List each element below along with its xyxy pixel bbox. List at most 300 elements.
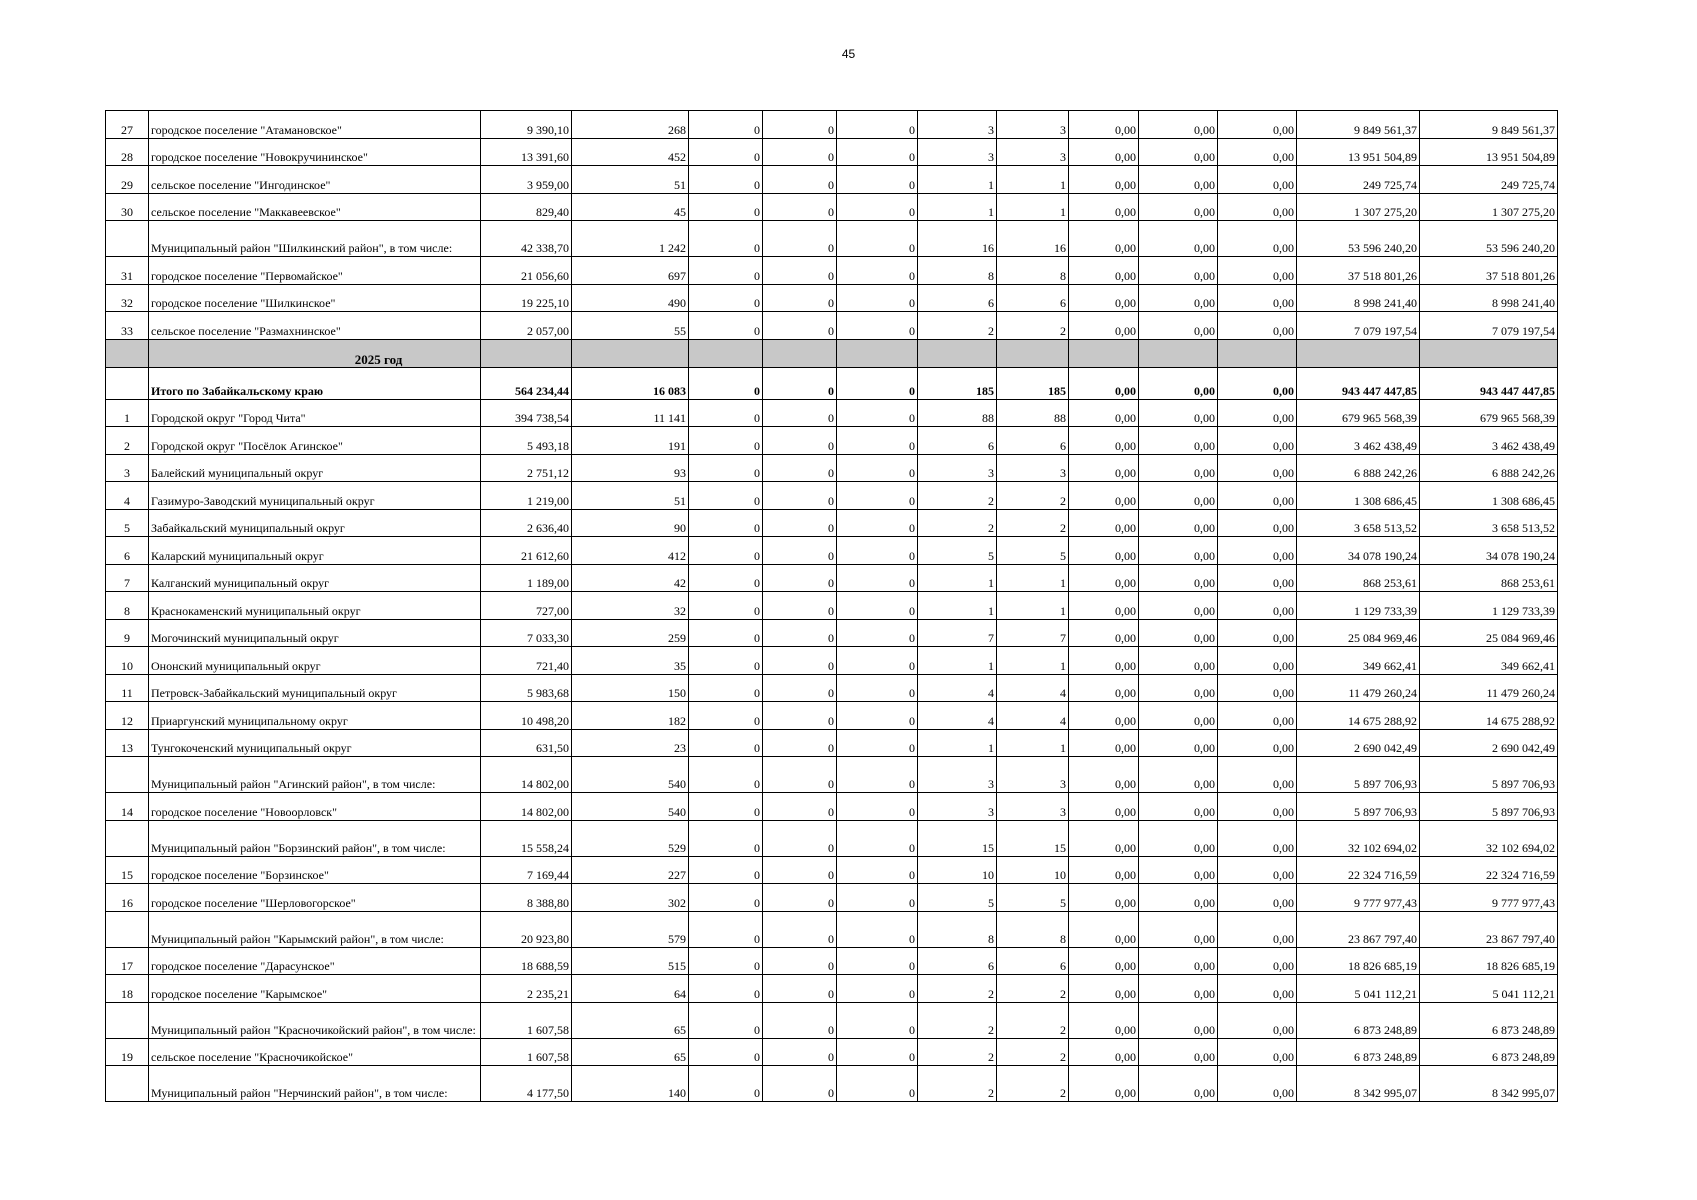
value-cell-6: 3	[918, 111, 997, 139]
table-row	[106, 111, 1558, 139]
table-row	[106, 166, 1558, 194]
value-cell-3: 0	[689, 537, 763, 565]
table-row	[106, 619, 1558, 647]
value-cell-7: 1	[997, 564, 1069, 592]
value-cell-11: 6 873 248,89	[1297, 1038, 1420, 1066]
value-cell-4: 0	[763, 820, 837, 856]
value-cell-5: 0	[837, 482, 918, 510]
value-cell-12: 37 518 801,26	[1420, 257, 1558, 285]
value-cell-3: 0	[689, 1002, 763, 1038]
value-cell-6: 10	[918, 856, 997, 884]
value-cell-5: 0	[837, 757, 918, 793]
value-cell-3: 0	[689, 619, 763, 647]
value-cell-10: 0,00	[1218, 702, 1297, 730]
value-cell-1: 14 802,00	[481, 757, 572, 793]
value-cell-7: 2	[997, 1002, 1069, 1038]
table-row	[106, 757, 1558, 793]
value-cell-11: 7 079 197,54	[1297, 312, 1420, 340]
value-cell-4: 0	[763, 1066, 837, 1102]
table-row	[106, 454, 1558, 482]
row-number: 17	[106, 947, 149, 975]
table-row	[106, 1002, 1558, 1038]
municipality-name: Забайкальский муниципальный округ	[149, 509, 481, 537]
value-cell-5: 0	[837, 1066, 918, 1102]
value-cell-10: 0,00	[1218, 1002, 1297, 1038]
value-cell-2: 540	[572, 793, 689, 821]
value-cell-7: 1	[997, 592, 1069, 620]
row-number: 4	[106, 482, 149, 510]
value-cell-1: 18 688,59	[481, 947, 572, 975]
value-cell-5: 0	[837, 399, 918, 427]
table-row	[106, 427, 1558, 455]
value-cell-6: 6	[918, 427, 997, 455]
row-number: 14	[106, 793, 149, 821]
value-cell-8: 0,00	[1069, 647, 1139, 675]
value-cell-9: 0,00	[1139, 975, 1218, 1003]
value-cell-8	[1069, 339, 1139, 367]
value-cell-8: 0,00	[1069, 193, 1139, 221]
value-cell-1: 727,00	[481, 592, 572, 620]
value-cell-3: 0	[689, 674, 763, 702]
value-cell-12: 34 078 190,24	[1420, 537, 1558, 565]
table-row	[106, 975, 1558, 1003]
table-row	[106, 399, 1558, 427]
value-cell-5	[837, 339, 918, 367]
value-cell-6: 1	[918, 592, 997, 620]
value-cell-9: 0,00	[1139, 592, 1218, 620]
table-row	[106, 820, 1558, 856]
value-cell-8: 0,00	[1069, 284, 1139, 312]
value-cell-4: 0	[763, 312, 837, 340]
value-cell-8: 0,00	[1069, 757, 1139, 793]
value-cell-7: 3	[997, 454, 1069, 482]
value-cell-4: 0	[763, 193, 837, 221]
value-cell-7: 1	[997, 166, 1069, 194]
value-cell-7: 3	[997, 793, 1069, 821]
value-cell-10: 0,00	[1218, 111, 1297, 139]
municipality-name: Муниципальный район "Агинский район", в том числе:	[149, 757, 481, 793]
value-cell-2: 302	[572, 884, 689, 912]
value-cell-6: 1	[918, 166, 997, 194]
value-cell-4: 0	[763, 947, 837, 975]
table-row	[106, 193, 1558, 221]
value-cell-7: 3	[997, 111, 1069, 139]
value-cell-6: 3	[918, 793, 997, 821]
value-cell-3: 0	[689, 138, 763, 166]
value-cell-8: 0,00	[1069, 592, 1139, 620]
value-cell-12: 5 897 706,93	[1420, 793, 1558, 821]
value-cell-9: 0,00	[1139, 911, 1218, 947]
table-row	[106, 537, 1558, 565]
municipality-name: городское поселение "Шилкинское"	[149, 284, 481, 312]
row-number: 7	[106, 564, 149, 592]
table-row	[106, 702, 1558, 730]
value-cell-8: 0,00	[1069, 367, 1139, 399]
value-cell-1: 2 636,40	[481, 509, 572, 537]
value-cell-2: 45	[572, 193, 689, 221]
value-cell-10: 0,00	[1218, 312, 1297, 340]
value-cell-11: 5 897 706,93	[1297, 757, 1420, 793]
value-cell-6: 5	[918, 537, 997, 565]
value-cell-10: 0,00	[1218, 257, 1297, 285]
value-cell-4: 0	[763, 454, 837, 482]
table-row	[106, 564, 1558, 592]
value-cell-7: 1	[997, 729, 1069, 757]
value-cell-12: 349 662,41	[1420, 647, 1558, 675]
value-cell-6: 4	[918, 702, 997, 730]
value-cell-1: 9 390,10	[481, 111, 572, 139]
value-cell-10: 0,00	[1218, 674, 1297, 702]
value-cell-4: 0	[763, 257, 837, 285]
value-cell-4: 0	[763, 138, 837, 166]
value-cell-4: 0	[763, 975, 837, 1003]
value-cell-2: 42	[572, 564, 689, 592]
value-cell-1: 3 959,00	[481, 166, 572, 194]
value-cell-4: 0	[763, 166, 837, 194]
row-number: 11	[106, 674, 149, 702]
value-cell-12: 5 897 706,93	[1420, 757, 1558, 793]
value-cell-7: 185	[997, 367, 1069, 399]
value-cell-11: 3 462 438,49	[1297, 427, 1420, 455]
value-cell-5: 0	[837, 221, 918, 257]
table-row	[106, 509, 1558, 537]
table-body	[106, 111, 1558, 1102]
value-cell-1: 1 189,00	[481, 564, 572, 592]
value-cell-12: 11 479 260,24	[1420, 674, 1558, 702]
municipality-name: Городской округ "Посёлок Агинское"	[149, 427, 481, 455]
municipality-name: Муниципальный район "Шилкинский район", в том числе:	[149, 221, 481, 257]
municipality-name: сельское поселение "Ингодинское"	[149, 166, 481, 194]
value-cell-8: 0,00	[1069, 138, 1139, 166]
value-cell-3: 0	[689, 111, 763, 139]
value-cell-8: 0,00	[1069, 537, 1139, 565]
value-cell-10: 0,00	[1218, 427, 1297, 455]
value-cell-10: 0,00	[1218, 793, 1297, 821]
value-cell-5: 0	[837, 537, 918, 565]
value-cell-4: 0	[763, 509, 837, 537]
municipality-name: городское поселение "Шерловогорское"	[149, 884, 481, 912]
value-cell-11: 22 324 716,59	[1297, 856, 1420, 884]
value-cell-4: 0	[763, 702, 837, 730]
municipality-name: Приаргунский муниципальному округ	[149, 702, 481, 730]
value-cell-7: 2	[997, 312, 1069, 340]
municipality-name: Муниципальный район "Нерчинский район", в том числе:	[149, 1066, 481, 1102]
value-cell-6: 2	[918, 509, 997, 537]
value-cell-11: 2 690 042,49	[1297, 729, 1420, 757]
table-row	[106, 793, 1558, 821]
value-cell-3: 0	[689, 592, 763, 620]
value-cell-4: 0	[763, 911, 837, 947]
value-cell-8: 0,00	[1069, 674, 1139, 702]
municipality-name: Газимуро-Заводский муниципальный округ	[149, 482, 481, 510]
row-number	[106, 367, 149, 399]
value-cell-7: 5	[997, 884, 1069, 912]
municipality-name: Муниципальный район "Борзинский район", в том числе:	[149, 820, 481, 856]
value-cell-6: 6	[918, 284, 997, 312]
value-cell-1	[481, 339, 572, 367]
table-row	[106, 729, 1558, 757]
value-cell-6: 15	[918, 820, 997, 856]
value-cell-11: 1 307 275,20	[1297, 193, 1420, 221]
value-cell-2: 23	[572, 729, 689, 757]
row-number: 6	[106, 537, 149, 565]
value-cell-7: 6	[997, 284, 1069, 312]
value-cell-5: 0	[837, 702, 918, 730]
value-cell-7: 16	[997, 221, 1069, 257]
value-cell-6: 1	[918, 193, 997, 221]
value-cell-10: 0,00	[1218, 166, 1297, 194]
value-cell-5: 0	[837, 674, 918, 702]
value-cell-4: 0	[763, 399, 837, 427]
value-cell-5: 0	[837, 1002, 918, 1038]
value-cell-8: 0,00	[1069, 509, 1139, 537]
row-number: 16	[106, 884, 149, 912]
row-number: 8	[106, 592, 149, 620]
value-cell-8: 0,00	[1069, 793, 1139, 821]
value-cell-12: 9 849 561,37	[1420, 111, 1558, 139]
value-cell-11: 25 084 969,46	[1297, 619, 1420, 647]
value-cell-5: 0	[837, 793, 918, 821]
value-cell-5: 0	[837, 729, 918, 757]
value-cell-6: 3	[918, 757, 997, 793]
value-cell-1: 4 177,50	[481, 1066, 572, 1102]
page-number: 45	[841, 47, 856, 61]
value-cell-3: 0	[689, 509, 763, 537]
value-cell-2: 412	[572, 537, 689, 565]
value-cell-7	[997, 339, 1069, 367]
value-cell-10: 0,00	[1218, 1038, 1297, 1066]
value-cell-6: 2	[918, 1066, 997, 1102]
value-cell-7: 6	[997, 947, 1069, 975]
table-row	[106, 1066, 1558, 1102]
value-cell-4: 0	[763, 367, 837, 399]
row-number: 13	[106, 729, 149, 757]
value-cell-8: 0,00	[1069, 482, 1139, 510]
value-cell-2: 529	[572, 820, 689, 856]
value-cell-12	[1420, 339, 1558, 367]
value-cell-9: 0,00	[1139, 856, 1218, 884]
value-cell-3: 0	[689, 257, 763, 285]
value-cell-10: 0,00	[1218, 537, 1297, 565]
value-cell-1: 21 056,60	[481, 257, 572, 285]
value-cell-9: 0,00	[1139, 820, 1218, 856]
value-cell-10	[1218, 339, 1297, 367]
municipality-name: городское поселение "Новокручининское"	[149, 138, 481, 166]
municipality-name: городское поселение "Карымское"	[149, 975, 481, 1003]
row-number: 28	[106, 138, 149, 166]
value-cell-9: 0,00	[1139, 674, 1218, 702]
row-number: 33	[106, 312, 149, 340]
value-cell-2: 150	[572, 674, 689, 702]
value-cell-10: 0,00	[1218, 454, 1297, 482]
value-cell-9: 0,00	[1139, 757, 1218, 793]
value-cell-10: 0,00	[1218, 482, 1297, 510]
value-cell-11: 1 129 733,39	[1297, 592, 1420, 620]
municipality-name: Каларский муниципальный округ	[149, 537, 481, 565]
value-cell-4: 0	[763, 592, 837, 620]
value-cell-1: 2 057,00	[481, 312, 572, 340]
value-cell-10: 0,00	[1218, 975, 1297, 1003]
value-cell-12: 868 253,61	[1420, 564, 1558, 592]
value-cell-1: 721,40	[481, 647, 572, 675]
value-cell-3	[689, 339, 763, 367]
value-cell-12: 18 826 685,19	[1420, 947, 1558, 975]
table-row	[106, 284, 1558, 312]
value-cell-11: 868 253,61	[1297, 564, 1420, 592]
value-cell-5: 0	[837, 1038, 918, 1066]
value-cell-1: 631,50	[481, 729, 572, 757]
value-cell-2: 51	[572, 166, 689, 194]
value-cell-6: 8	[918, 257, 997, 285]
municipality-name: Балейский муниципальный округ	[149, 454, 481, 482]
value-cell-12: 23 867 797,40	[1420, 911, 1558, 947]
value-cell-4: 0	[763, 647, 837, 675]
row-number	[106, 221, 149, 257]
value-cell-8: 0,00	[1069, 911, 1139, 947]
value-cell-10: 0,00	[1218, 399, 1297, 427]
value-cell-11: 34 078 190,24	[1297, 537, 1420, 565]
value-cell-5: 0	[837, 257, 918, 285]
value-cell-4: 0	[763, 427, 837, 455]
value-cell-11: 679 965 568,39	[1297, 399, 1420, 427]
value-cell-3: 0	[689, 1066, 763, 1102]
value-cell-3: 0	[689, 757, 763, 793]
table-row	[106, 312, 1558, 340]
value-cell-11: 18 826 685,19	[1297, 947, 1420, 975]
value-cell-2: 11 141	[572, 399, 689, 427]
value-cell-9: 0,00	[1139, 729, 1218, 757]
value-cell-1: 2 235,21	[481, 975, 572, 1003]
value-cell-3: 0	[689, 975, 763, 1003]
value-cell-9: 0,00	[1139, 454, 1218, 482]
value-cell-1: 2 751,12	[481, 454, 572, 482]
value-cell-9: 0,00	[1139, 509, 1218, 537]
value-cell-8: 0,00	[1069, 427, 1139, 455]
municipality-name: Петровск-Забайкальский муниципальный округ	[149, 674, 481, 702]
value-cell-11: 5 897 706,93	[1297, 793, 1420, 821]
value-cell-5: 0	[837, 856, 918, 884]
value-cell-9: 0,00	[1139, 312, 1218, 340]
value-cell-1: 19 225,10	[481, 284, 572, 312]
value-cell-12: 1 307 275,20	[1420, 193, 1558, 221]
value-cell-6: 4	[918, 674, 997, 702]
value-cell-10: 0,00	[1218, 1066, 1297, 1102]
row-number	[106, 1002, 149, 1038]
table-row	[106, 257, 1558, 285]
value-cell-2: 191	[572, 427, 689, 455]
row-number: 19	[106, 1038, 149, 1066]
value-cell-6: 7	[918, 619, 997, 647]
value-cell-11: 6 888 242,26	[1297, 454, 1420, 482]
value-cell-9: 0,00	[1139, 193, 1218, 221]
value-cell-1: 42 338,70	[481, 221, 572, 257]
municipality-name: Могочинский муниципальный округ	[149, 619, 481, 647]
municipality-name: 2025 год	[149, 339, 481, 367]
value-cell-10: 0,00	[1218, 647, 1297, 675]
value-cell-9: 0,00	[1139, 647, 1218, 675]
municipality-name: городское поселение "Атамановское"	[149, 111, 481, 139]
row-number: 31	[106, 257, 149, 285]
value-cell-5: 0	[837, 312, 918, 340]
value-cell-2: 64	[572, 975, 689, 1003]
value-cell-10: 0,00	[1218, 947, 1297, 975]
value-cell-11: 13 951 504,89	[1297, 138, 1420, 166]
value-cell-5: 0	[837, 284, 918, 312]
value-cell-3: 0	[689, 793, 763, 821]
table-row	[106, 911, 1558, 947]
value-cell-9: 0,00	[1139, 427, 1218, 455]
value-cell-11: 8 998 241,40	[1297, 284, 1420, 312]
value-cell-9: 0,00	[1139, 399, 1218, 427]
value-cell-1: 1 607,58	[481, 1002, 572, 1038]
value-cell-8: 0,00	[1069, 1066, 1139, 1102]
value-cell-9: 0,00	[1139, 947, 1218, 975]
municipality-name: городское поселение "Новоорловск"	[149, 793, 481, 821]
value-cell-9: 0,00	[1139, 111, 1218, 139]
value-cell-3: 0	[689, 193, 763, 221]
row-number: 15	[106, 856, 149, 884]
value-cell-6: 1	[918, 564, 997, 592]
value-cell-11: 53 596 240,20	[1297, 221, 1420, 257]
table-row	[106, 856, 1558, 884]
value-cell-7: 1	[997, 647, 1069, 675]
value-cell-1: 1 219,00	[481, 482, 572, 510]
value-cell-2: 1 242	[572, 221, 689, 257]
value-cell-8: 0,00	[1069, 454, 1139, 482]
value-cell-4: 0	[763, 729, 837, 757]
value-cell-11: 14 675 288,92	[1297, 702, 1420, 730]
municipality-name: городское поселение "Дарасунское"	[149, 947, 481, 975]
value-cell-1: 5 493,18	[481, 427, 572, 455]
value-cell-6: 8	[918, 911, 997, 947]
value-cell-12: 8 342 995,07	[1420, 1066, 1558, 1102]
value-cell-12: 9 777 977,43	[1420, 884, 1558, 912]
value-cell-1: 15 558,24	[481, 820, 572, 856]
value-cell-12: 5 041 112,21	[1420, 975, 1558, 1003]
value-cell-2: 65	[572, 1038, 689, 1066]
row-number: 12	[106, 702, 149, 730]
value-cell-12: 6 873 248,89	[1420, 1038, 1558, 1066]
value-cell-8: 0,00	[1069, 166, 1139, 194]
row-number: 10	[106, 647, 149, 675]
value-cell-2: 16 083	[572, 367, 689, 399]
municipality-name: Муниципальный район "Красночикойский район", в том числе:	[149, 1002, 481, 1038]
row-number: 29	[106, 166, 149, 194]
value-cell-9: 0,00	[1139, 702, 1218, 730]
municipality-name: Тунгокоченский муниципальный округ	[149, 729, 481, 757]
value-cell-2: 259	[572, 619, 689, 647]
value-cell-5: 0	[837, 911, 918, 947]
row-number	[106, 820, 149, 856]
value-cell-10: 0,00	[1218, 284, 1297, 312]
value-cell-10: 0,00	[1218, 911, 1297, 947]
value-cell-11: 349 662,41	[1297, 647, 1420, 675]
value-cell-7: 2	[997, 482, 1069, 510]
value-cell-9: 0,00	[1139, 257, 1218, 285]
row-number: 27	[106, 111, 149, 139]
value-cell-11: 23 867 797,40	[1297, 911, 1420, 947]
value-cell-6: 6	[918, 947, 997, 975]
value-cell-12: 2 690 042,49	[1420, 729, 1558, 757]
value-cell-12: 32 102 694,02	[1420, 820, 1558, 856]
value-cell-7: 4	[997, 702, 1069, 730]
value-cell-11: 8 342 995,07	[1297, 1066, 1420, 1102]
value-cell-12: 25 084 969,46	[1420, 619, 1558, 647]
value-cell-9: 0,00	[1139, 619, 1218, 647]
value-cell-6: 16	[918, 221, 997, 257]
value-cell-12: 943 447 447,85	[1420, 367, 1558, 399]
value-cell-6: 2	[918, 312, 997, 340]
